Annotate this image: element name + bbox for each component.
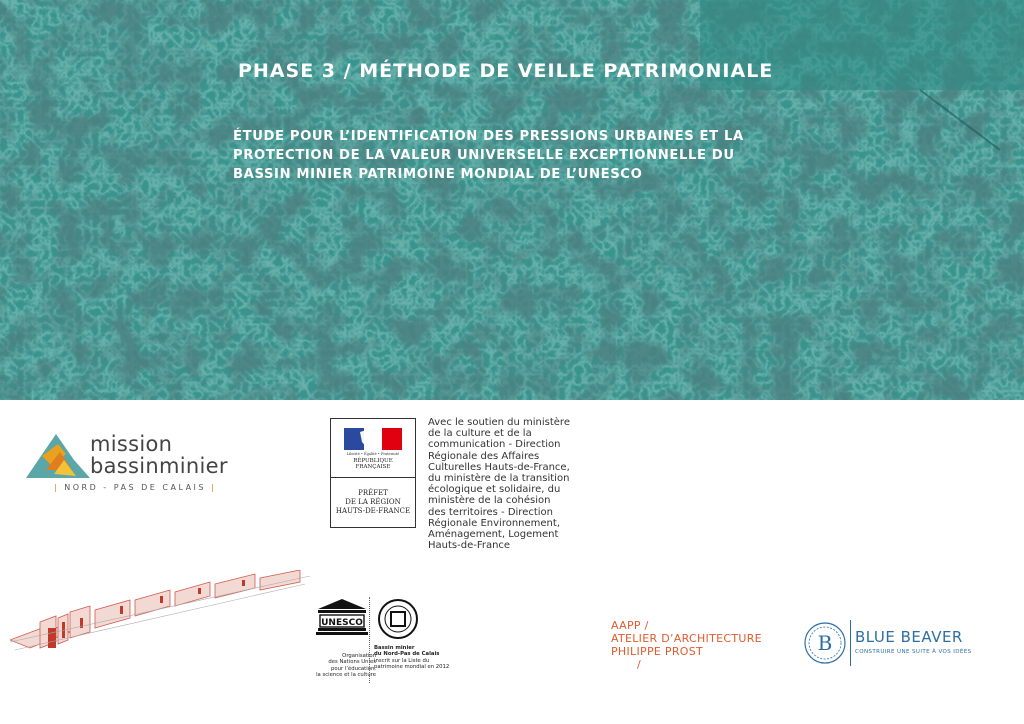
logo-tagline: | NORD - PAS DE CALAIS | [54,483,217,492]
prefet-text: PRÉFET DE LA RÉGION HAUTS-DE-FRANCE [335,489,411,515]
prefet-logo [330,418,416,528]
support-text: Avec le soutien du ministère de la culture et de la communication - Direction Régionale des Affaires Culturelles Hauts-de-France, du ministère de la transition écologique et solidaire, du ministère de la cohésion des territoires - Direction Régionale Environnement, Aménagement, Logement Hauts-de-France [428,417,570,552]
unesco-caption: Organisation des Nations Unies pour l’éducation, la science et la culture [316,653,376,678]
republic-motto: Liberté • Égalité • Fraternité [346,452,400,456]
world-heritage-emblem-icon [376,597,420,641]
mission-bassin-minier-logo [24,428,234,498]
aapp-logo: AAPP / ATELIER D’ARCHITECTURE PHILIPPE PROST / [611,619,762,671]
page-subtitle [233,127,813,184]
subtitle-line: BASSIN MINIER PATRIMOINE MONDIAL DE L’UNESCO [233,167,643,182]
blue-beaver-emblem-icon [803,620,847,666]
unesco-wordmark: UNESCO [321,618,363,628]
slag-heap-icon [24,430,94,482]
unesco-divider [369,597,370,683]
blue-beaver-name: BLUE BEAVER [855,628,963,646]
page-title: PHASE 3 / MÉTHODE DE VEILLE PATRIMONIALE [238,60,774,82]
svg-text:B: B [817,631,833,655]
mining-buildings-sketch [10,570,310,660]
unesco-temple-icon [312,597,372,647]
logo-word-mission: mission [90,432,173,456]
republic-name: RÉPUBLIQUE FRANÇAISE [353,458,393,470]
subtitle-line: ÉTUDE POUR L’IDENTIFICATION DES PRESSIONS URBAINES ET LA [233,129,744,144]
marianne-flag-icon [344,428,402,450]
world-heritage-logo [374,597,464,677]
subtitle-line: PROTECTION DE LA VALEUR UNIVERSELLE EXCEPTIONNELLE DU [233,148,735,163]
world-heritage-caption: Bassin minier du Nord-Pas de Calais inscrit sur la Liste du patrimoine mondial en 2012 [374,645,450,670]
logo-word-bassinminier: bassinminier [90,454,228,478]
blue-beaver-logo [803,620,1003,670]
blue-beaver-tagline: CONSTRUIRE UNE SUITE À VOS IDÉES [855,649,972,655]
